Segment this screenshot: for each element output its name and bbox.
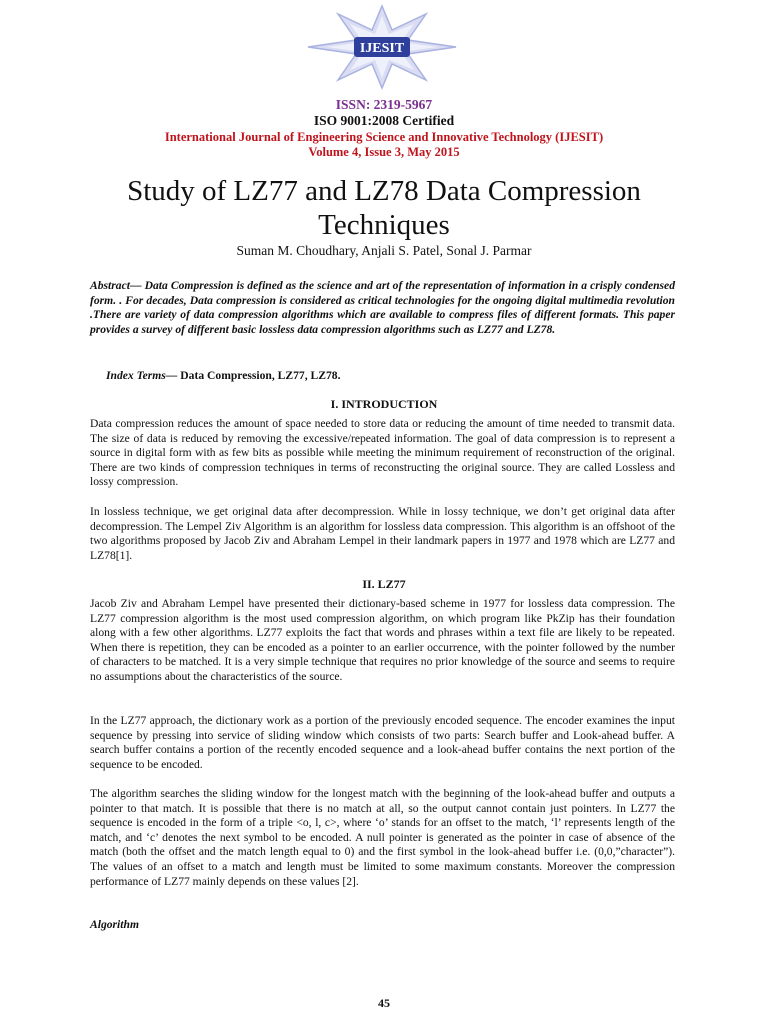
page-number: 45 [378,996,390,1010]
index-terms-text: Data Compression, LZ77, LZ78. [177,369,341,382]
section-heading-lz77: II. LZ77 [362,577,406,591]
lz77-paragraph-1: Jacob Ziv and Abraham Lempel have presented their dictionary-based scheme in 1977 for lossless data compression. The LZ77 compression algorithm is the most used compression algorithm, on which program like PkZip has their foundation along with a few other algorithms. LZ77 exploits the fact that words and phrases within a text file are likely to be repeated. When there is repetition, they can be encoded as a pointer to an earlier occurrence, with the pointer followed by the number of characters to be matched. It is a very simple technique that requires no prior knowledge of the source and seems to require no assumptions about the characteristics of the source. [90,597,675,683]
intro-paragraph-1: Data compression reduces the amount of space needed to store data or reducing the amount of time needed to transmit data. The size of data is reduced by removing the excessive/repeated information. The goal of data compression is to represent a source in digital form with as few bits as possible while meeting the minimum requirement of reconstruction of the original. There are two kinds of compression techniques in terms of reconstructing the original source. They are called Lossless and lossy compression. [90,417,675,489]
journal-volume: Volume 4, Issue 3, May 2015 [308,145,460,159]
issn: ISSN: 2319-5967 [335,97,433,112]
lz77-paragraph-3: The algorithm searches the sliding window for the longest match with the beginning of the look-ahead buffer and outputs a pointer to that match. It is possible that there is no match at all, so the output cannot contain just pointers. In LZ77 the sequence is encoded in the form of a triple <o, l, c>, where ‘o’ stands for an offset to the match, ‘l’ represents length of the match, and ‘c’ denotes the next symbol to be encoded. A null pointer is generated as the pointer in case of absence of the match (both the offset and the match length equal to 0) and the first symbol in the look-ahead buffer i.e. (0,0,”character”). The values of an offset to a match and length must be limited to some maximum constants. Moreover the compression performance of LZ77 mainly depends on these values [2]. [90,787,675,888]
intro-paragraph-2: In lossless technique, we get original data after decompression. While in lossy technique, we don’t get original data after decompression. The Lempel Ziv Algorithm is an algorithm for lossless data compression. This algorithm is an offshoot of the two algorithms proposed by Jacob Ziv and Abraham Lempel in their landmark papers in 1977 and 1978 which are LZ77 and LZ78[1]. [90,505,675,562]
journal-name: International Journal of Engineering Science and Innovative Technology (IJESIT) [164,130,604,144]
iso-certification: ISO 9001:2008 Certified [313,113,455,128]
abstract: Abstract— Data Compression is defined as the science and art of the representation of information in a crisply condensed form. . For decades, Data compression is considered as critical technologies for the ongoing digital multimedia revolution .There are variety of data compression algorithms which are available to compress files of different formats. This paper provides a survey of different basic lossless data compression algorithms such as LZ77 and LZ78. [90,279,675,336]
lz77-paragraph-2: In the LZ77 approach, the dictionary work as a portion of the previously encoded sequence. The encoder examines the input sequence by pressing into service of sliding window which consists of two parts: Search buffer and Look-ahead buffer. A search buffer contains a portion of the recently encoded sequence and a look-ahead buffer contains the next portion of the sequence to be encoded. [90,714,675,771]
logo-text: IJESIT [359,41,405,56]
algorithm-heading: Algorithm [90,918,139,931]
journal-logo [302,4,462,90]
paper-authors: Suman M. Choudhary, Anjali S. Patel, Sonal J. Parmar [236,243,532,258]
index-terms-label: Index Terms— [106,369,178,382]
paper-title: Study of LZ77 and LZ78 Data Compression Techniques [127,175,641,241]
section-heading-introduction: I. INTRODUCTION [330,397,438,411]
index-terms [106,369,341,382]
